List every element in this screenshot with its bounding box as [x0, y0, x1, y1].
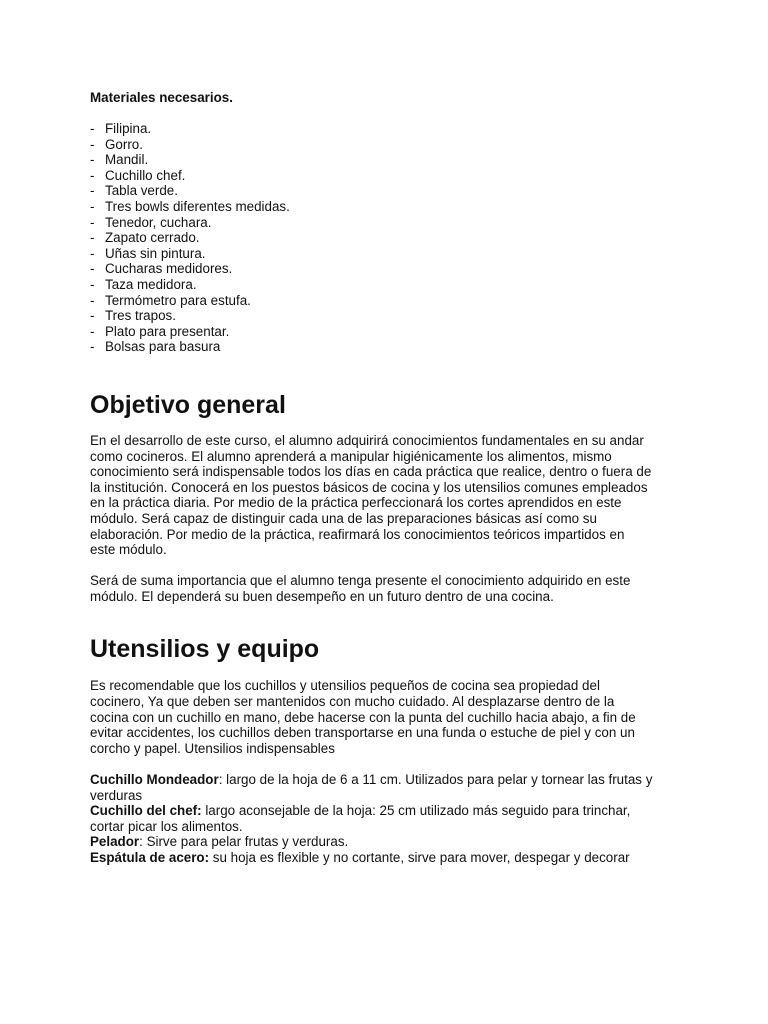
definition-cuchillo-mondeador: [90, 772, 688, 803]
bullet-dash: -: [90, 167, 95, 183]
text-line: elaboración. Por medio de la práctica, reafirmará los conocimientos teóricos impartidos en: [90, 526, 625, 542]
list-item: - Zapato cerrado.: [90, 230, 200, 246]
definition-pelador: [90, 834, 688, 850]
bullet-dash: -: [90, 277, 95, 293]
bullet-dash: -: [90, 152, 95, 168]
objetivo-heading: Objetivo general: [90, 391, 286, 419]
bullet-dash: -: [90, 136, 95, 152]
definition-text: verduras: [90, 787, 143, 803]
definition-text: : Sirve para pelar frutas y verduras.: [139, 834, 349, 850]
text-line: este módulo.: [90, 542, 167, 558]
text-line: Será de suma importancia que el alumno tenga presente el conocimiento adquirido en este: [90, 573, 631, 589]
definition-term: Pelador: [90, 834, 140, 850]
list-item: - Tabla verde.: [90, 183, 178, 199]
bullet-dash: -: [90, 230, 95, 246]
text-line: módulo. Será capaz de distinguir cada una de las preparaciones básicas así como su: [90, 510, 597, 526]
utensilios-heading: Utensilios y equipo: [90, 635, 320, 664]
definition-text: largo aconsejable de la hoja: 25 cm utilizado más seguido para trinchar,: [201, 803, 631, 819]
definition-term: Cuchillo Mondeador: [90, 771, 219, 787]
list-item: - Tres bowls diferentes medidas.: [90, 199, 290, 215]
text-line: evitar accidentes, los cuchillos deben transportarse en una funda o estuche de piel y con un: [90, 725, 635, 741]
definition-text: cortar picar los alimentos.: [90, 818, 243, 834]
list-item: - Plato para presentar.: [90, 323, 230, 339]
bullet-dash: -: [90, 245, 95, 261]
text-line: corcho y papel. Utensilios indispensables: [90, 740, 335, 756]
list-item: - Taza medidora.: [90, 277, 197, 293]
text-line: cocina con un cuchillo en mano, debe hacerse con la punta del cuchillo hacia abajo, a fin de: [90, 709, 636, 725]
bullet-dash: -: [90, 121, 95, 137]
definition-term: Cuchillo del chef:: [90, 803, 202, 819]
materials-list: [90, 121, 688, 355]
list-item: - Filipina.: [90, 121, 152, 137]
bullet-dash: -: [90, 323, 95, 339]
text-line: módulo. El dependerá su buen desempeño en un futuro dentro de una cocina.: [90, 588, 554, 604]
definition-text: su hoja es flexible y no cortante, sirve para mover, despegar y decorar: [209, 849, 630, 865]
bullet-dash: -: [90, 199, 95, 215]
text-line: como cocineros. El alumno aprenderá a manipular higiénicamente los alimentos, mismo: [90, 448, 612, 464]
list-item: - Cucharas medidores.: [90, 261, 233, 277]
definition-cuchillo-del-chef: [90, 803, 688, 834]
text-line: Es recomendable que los cuchillos y utensilios pequeños de cocina sea propiedad del: [90, 678, 600, 694]
list-item: - Termómetro para estufa.: [90, 292, 251, 308]
bullet-dash: -: [90, 183, 95, 199]
bullet-dash: -: [90, 214, 95, 230]
text-line: la institución. Conocerá en los puestos básicos de cocina y los utensilios comunes empleados: [90, 479, 648, 495]
definition-term: Espátula de acero:: [90, 849, 210, 865]
objetivo-paragraph-1: [90, 433, 688, 558]
utensil-definitions: [90, 772, 688, 866]
text-line: conocimiento será indispensable todos los días en cada práctica que realice, dentro o fuera de: [90, 464, 652, 480]
definition-text: : largo de la hoja de 6 a 11 cm. Utilizados para pelar y tornear las frutas y: [218, 771, 653, 787]
utensilios-paragraph: [90, 678, 688, 756]
materials-title: Materiales necesarios.: [90, 90, 233, 105]
bullet-dash: -: [90, 292, 95, 308]
bullet-dash: -: [90, 261, 95, 277]
objetivo-paragraph-2: [90, 573, 688, 604]
text-line: cocinero, Ya que deben ser mantenidos con mucho cuidado. Al desplazarse dentro de la: [90, 694, 615, 710]
list-item: - Tres trapos.: [90, 308, 176, 324]
text-line: En el desarrollo de este curso, el alumno adquirirá conocimientos fundamentales en su andar: [90, 433, 644, 448]
list-item: - Cuchillo chef.: [90, 167, 186, 183]
list-item: - Tenedor, cuchara.: [90, 214, 212, 230]
list-item: - Mandil.: [90, 152, 149, 168]
list-item: - Gorro.: [90, 136, 143, 152]
text-line: en la práctica diaria. Por medio de la práctica perfeccionará los cortes aprendidos en este: [90, 495, 622, 511]
list-item: - Bolsas para basura: [90, 339, 221, 355]
definition-espatula-de-acero: [90, 850, 688, 866]
bullet-dash: -: [90, 339, 95, 355]
bullet-dash: -: [90, 308, 95, 324]
list-item: - Uñas sin pintura.: [90, 245, 206, 261]
